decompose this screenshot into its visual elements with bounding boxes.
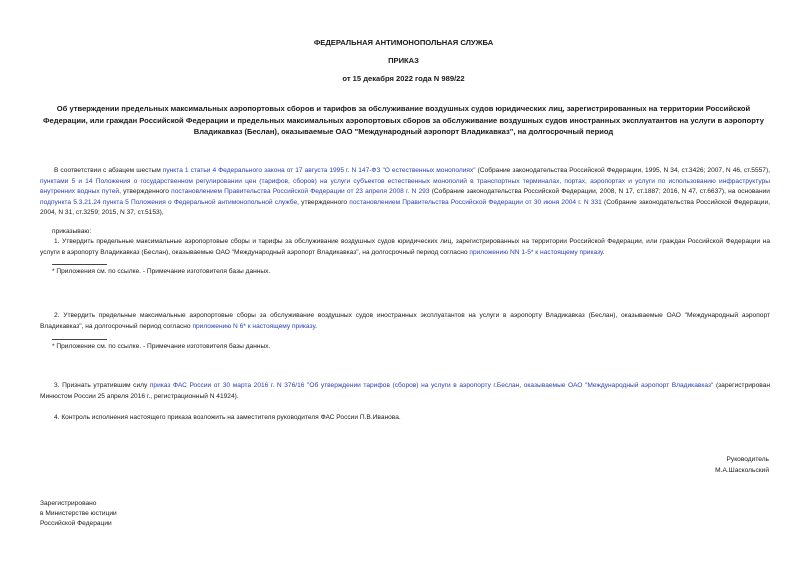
preamble-text-2: (Собрание законодательства Российской Федерации, 1995, N 34, ст.3426; 2007, N 46, ст.5557),	[475, 167, 770, 174]
preamble-text-5: , утвержденного	[297, 198, 350, 206]
item-1-text: 1. Утвердить предельные максимальные аэропортовые сборы и тарифы за обслуживание воздушных судов юридических лиц, зарегистрированных на территории Российской Федерации, или граждан Российской Федерации на услуги в аэропорту Владикавказ (Беслан), оказываемые ОАО "Международный аэропорт Владикавказ", на долгосрочный период согласно	[40, 238, 770, 256]
link-government-decree-331[interactable]: постановлением Правительства Российской Федерации от 30 июня 2004 г. N 331	[349, 198, 602, 206]
link-federal-law[interactable]: пункта 1 статьи 4 Федерального закона от 17 августа 1995 г. N 147-ФЗ "О естественных монополиях"	[162, 167, 476, 174]
item-1-end: .	[602, 248, 605, 256]
preamble-text-1: В соответствии с абзацем шестым	[54, 167, 163, 174]
footnote-divider-1	[52, 264, 107, 265]
order-word: приказываю:	[52, 228, 92, 235]
signature-role: Руководитель	[726, 456, 769, 463]
link-fas-regulation[interactable]: подпункта 5.3.21.24 пункта 5 Положения о Федеральной антимонопольной службе	[40, 198, 298, 206]
item-3	[40, 381, 770, 402]
item-4: 4. Контроль исполнения настоящего приказа возложить на заместителя руководителя ФАС России П.В.Иванова.	[54, 414, 401, 421]
link-government-decree-293[interactable]: постановлением Правительства Российской Федерации от 23 апреля 2008 г. N 293	[171, 188, 430, 195]
link-appendix-6[interactable]: приложению N 6* к настоящему приказу	[192, 322, 316, 330]
link-appendix-1-5[interactable]: приложению NN 1-5* к настоящему приказу	[469, 248, 603, 256]
doc-type: ПРИКАЗ	[388, 56, 419, 65]
preamble-text-4: (Собрание законодательства Российской Федерации, 2008, N 17, ст.1887; 2016, N 47, ст.6637), на основании	[429, 188, 770, 195]
link-regulation-points[interactable]: пунктами 5 и 14 Положения о государственном регулировании цен (тарифов, сборов) на услуги субъектов естественных монополий в транспортных терминалах, портах, аэропортах и услуги по использованию инфраструктуры внутренних водных путей	[40, 177, 770, 195]
registration-line-1: Зарегистрировано	[40, 500, 97, 507]
agency-name: ФЕДЕРАЛЬНАЯ АНТИМОНОПОЛЬНАЯ СЛУЖБА	[313, 38, 494, 47]
registration-line-3: Российской Федерации	[40, 520, 112, 527]
item-2-text: 2. Утвердить предельные максимальные аэропортовые сборы за обслуживание воздушных судов иностранных эксплуатантов на услуги в аэропорту Владикавказ (Беслан), оказываемые ОАО "Международный аэропорт Владикавказ", на долгосрочный период согласно	[40, 312, 770, 330]
signature-name: М.А.Шаскольский	[715, 467, 769, 474]
footnote-1: * Приложения см. по ссылке. - Примечание изготовителя базы данных.	[52, 268, 271, 275]
item-1	[40, 237, 770, 258]
registration-line-2: в Министерстве юстиции	[40, 510, 117, 517]
item-2-end: .	[315, 322, 317, 330]
footnote-divider-2	[52, 339, 107, 340]
link-fas-order-376-16[interactable]: приказ ФАС России от 30 марта 2016 г. N 376/16 "Об утверждении тарифов (сборов) на услуги в аэропорту г.Беслан, оказываемые ОАО "Международный аэропорт Владикавказ"	[149, 382, 714, 389]
doc-title: Об утверждении предельных максимальных аэропортовых сборов и тарифов за обслуживание воздушных судов юридических лиц, зарегистрированных на территории Российской Федерации, или граждан Российской Федерации и предельных максимальных аэропортовых сборов за обслуживание воздушных судов иностранных эксплуатантов на услуги в аэропорту Владикавказ (Беслан), оказываемые ОАО "Международный аэропорт Владикавказ", на долгосрочный период	[43, 104, 764, 136]
item-2	[40, 311, 770, 332]
doc-date-number: от 15 декабря 2022 года N 989/22	[342, 74, 465, 83]
item-3-text: 3. Признать утратившим силу	[54, 382, 150, 389]
preamble	[40, 166, 770, 219]
preamble-text-6: (Собрание законодательства Российской Федерации, 2004, N 31, ст.3259; 2015, N 37, ст.5153),	[40, 198, 770, 216]
item-3-end: (зарегистрирован Минюстом России 25 апреля 2016 г., регистрационный N 41924).	[40, 382, 770, 400]
footnote-2: * Приложение см. по ссылке. - Примечание изготовителя базы данных.	[52, 343, 271, 350]
preamble-text-3: , утвержденного	[119, 188, 172, 195]
